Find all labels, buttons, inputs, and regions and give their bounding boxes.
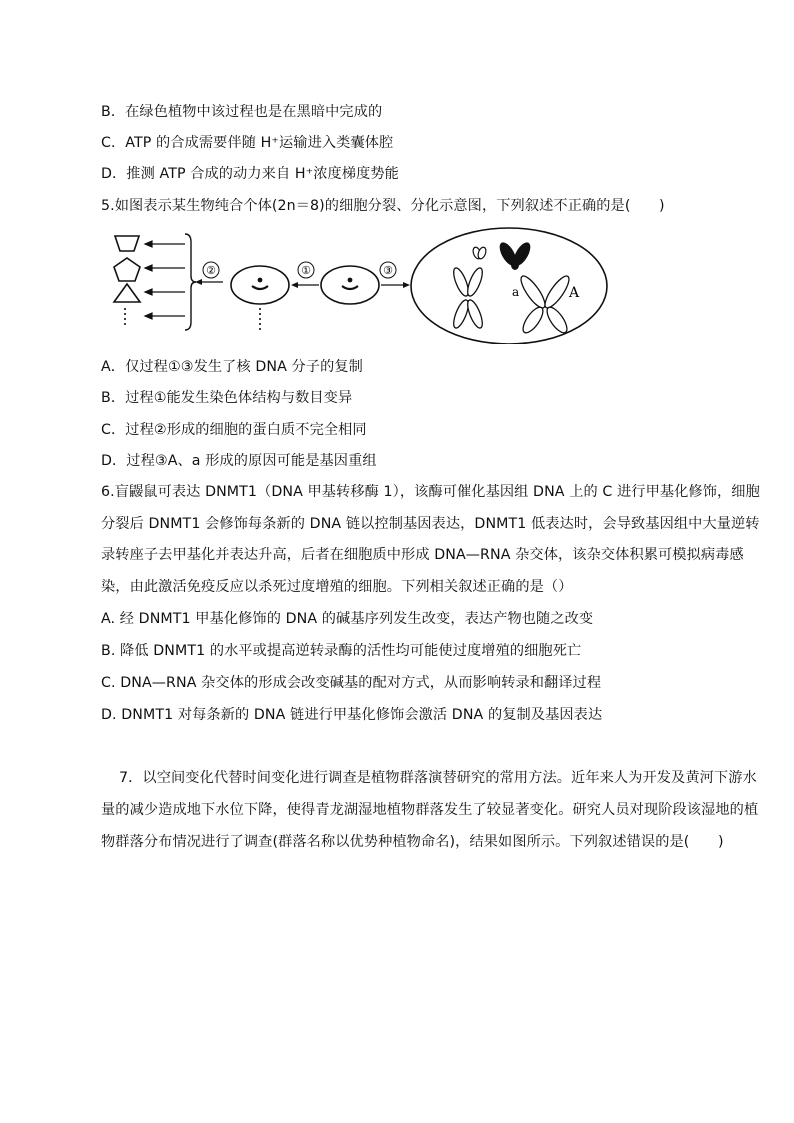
q6-stem-line-1: 6.盲鼹鼠可表达 DNMT1（DNA 甲基转移酶 1），该酶可催化基因组 DNA 上的 C 进行甲基化修饰，细胞 <box>101 484 760 500</box>
triangle-cell-shape <box>114 284 140 302</box>
q5-option-b: B．过程①能发生染色体结构与数目变异 <box>101 390 353 406</box>
cell-middle <box>321 266 379 304</box>
chromosome-black <box>496 240 533 270</box>
q6-option-b: B. 降低 DNMT1 的水平或提高逆转录酶的活性均可能使过度增殖的细胞死亡 <box>101 643 582 659</box>
q6-option-d: D. DNMT1 对每条新的 DNA 链进行甲基化修饰会激活 DNA 的复制及基因表达 <box>101 707 603 723</box>
q7-stem-line-3: 物群落分布情况进行了调查(群落名称以优势种植物命名)，结果如图所示。下列叙述错误的是( ) <box>101 834 724 850</box>
allele-A-label: A <box>569 285 580 301</box>
q5-cell-division-figure <box>101 224 721 344</box>
q6-stem-line-3: 录转座子去甲基化并表达升高，后者在细胞质中形成 DNA—RNA 杂交体，该杂交体积累可模拟病毒感 <box>101 547 744 563</box>
chromosome-small-white <box>472 246 488 260</box>
trapezoid-cell-shape <box>115 236 139 251</box>
cell-left <box>231 266 289 304</box>
q5-stem: 5.如图表示某生物纯合个体(2n＝8)的细胞分裂、分化示意图，下列叙述不正确的是( ) <box>101 198 665 214</box>
q6-stem-line-2: 分裂后 DNMT1 会修饰每条新的 DNA 链以控制基因表达，DNMT1 低表达时，会导致基因组中大量逆转 <box>101 516 760 532</box>
differentiation-arrows <box>145 241 185 319</box>
process-2-label: ② <box>206 264 216 277</box>
q6-option-c: C. DNA—RNA 杂交体的形成会改变碱基的配对方式，从而影响转录和翻译过程 <box>101 675 602 691</box>
process-3-label: ③ <box>383 264 393 277</box>
q7-stem-line-1: 7．以空间变化代替时间变化进行调查是植物群落演替研究的常用方法。近年来人为开发及黄河下游水 <box>119 770 757 786</box>
q7-stem-line-2: 量的减少造成地下水位下降，使得青龙湖湿地植物群落发生了较显著变化。研究人员对现阶段该湿地的植 <box>101 802 759 818</box>
q4-option-c: C．ATP 的合成需要伴随 H⁺运输进入类囊体腔 <box>101 135 394 151</box>
q4-option-d: D．推测 ATP 合成的动力来自 H⁺浓度梯度势能 <box>101 166 399 182</box>
pentagon-cell-shape <box>114 258 140 281</box>
process-1-label: ① <box>301 264 311 277</box>
q6-stem-line-4: 染，由此激活免疫反应以杀死过度增殖的细胞。下列相关叙述正确的是（） <box>101 579 573 595</box>
brace <box>185 234 196 330</box>
q6-option-a: A. 经 DNMT1 甲基化修饰的 DNA 的碱基序列发生改变，表达产物也随之改变 <box>101 611 594 627</box>
q4-option-b: B．在绿色植物中该过程也是在黑暗中完成的 <box>101 104 383 120</box>
q5-option-d: D．过程③A、a 形成的原因可能是基因重组 <box>101 453 377 469</box>
q5-option-a: A．仅过程①③发生了核 DNA 分子的复制 <box>101 359 363 375</box>
chromosome-white-left <box>451 266 486 330</box>
allele-a-label: a <box>512 285 520 299</box>
q5-option-c: C．过程②形成的细胞的蛋白质不完全相同 <box>101 422 367 438</box>
chromosome-white-right <box>517 273 573 336</box>
